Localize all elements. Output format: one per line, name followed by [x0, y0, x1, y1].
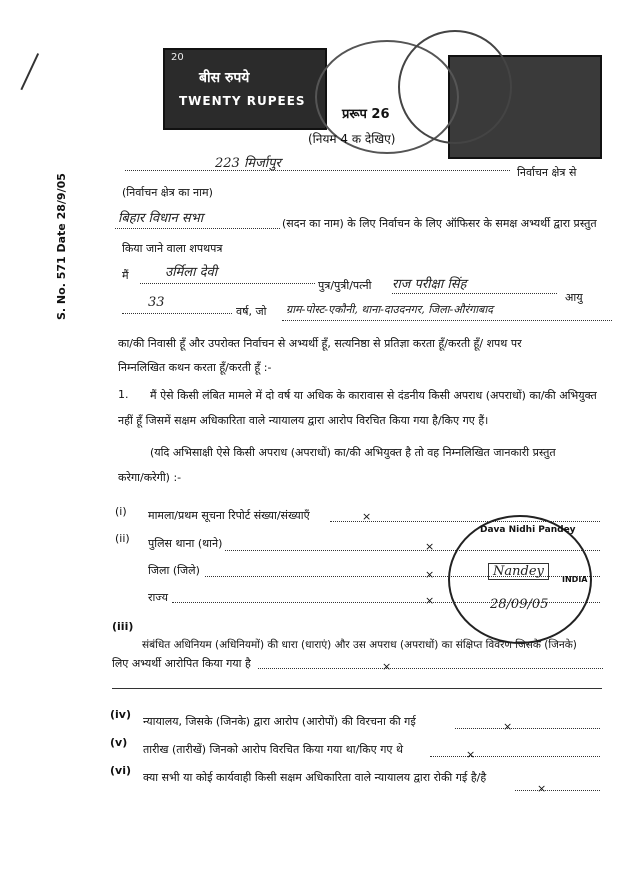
item-iv-mark: × — [503, 720, 513, 733]
item-iii-line-a: संबंधित अधिनियम (अधिनियमों) की धारा (धाराएं) और उस अपराध (अपराधों) का संक्षिप्त विवरण जिसके (जिनके) — [142, 639, 577, 651]
item-iii-line-b: लिए अभ्यर्थी आरोपित किया गया है — [112, 657, 251, 670]
para-1-line-a: मैं ऐसे किसी लंबित मामले में दो वर्ष या अधिक के कारावास से दंडनीय किसी अपराध (अपराधों) का/की अभियुक्त — [150, 389, 597, 402]
item-vi-number: (vi) — [110, 764, 131, 777]
para-2-line-a: (यदि अभिसाक्षी ऐसे किसी अपराध (अपराधों) का/की अभियुक्त है तो वह निम्नलिखित जानकारी प्रस्तुत — [150, 446, 556, 459]
item-i-number: (i) — [115, 505, 127, 518]
line-statement: निम्नलिखित कथन करता हूँ/करती हूँ :- — [118, 361, 272, 374]
pen-mark — [20, 53, 53, 97]
notary-seal-top-2 — [398, 30, 512, 144]
para-1-number: 1. — [118, 388, 129, 401]
stamp-paper — [163, 48, 327, 130]
item-v-text: तारीख (तारीखें) जिनको आरोप विरचित किया गया था/किए गए थे — [143, 743, 404, 756]
line-age-label: आयु — [565, 291, 583, 304]
handwritten-address: ग्राम-पोस्ट-एकौनी, थाना-दाउदनगर, जिला-औरंगाबाद — [286, 303, 494, 316]
serial-number: S. No. 571 Date 28/9/05 — [55, 173, 68, 320]
item-ii-state: राज्य — [148, 591, 169, 604]
seal-top-text: Dava Nidhi Pandey — [480, 525, 576, 535]
para-1-line-b: नहीं हूँ जिसमें सक्षम अधिकारिता वाले न्यायालय द्वारा आरोप विरचित किया गया है/किए गए हैं। — [118, 414, 489, 427]
item-i-mark: × — [362, 510, 372, 523]
stamp-value-english: TWENTY RUPEES — [179, 94, 306, 108]
item-ii-district: जिला (जिले) — [148, 564, 200, 577]
line-resident: का/की निवासी हूँ और उपरोक्त निर्वाचन से अभ्यर्थी हूँ, सत्यनिष्ठा से प्रतिज्ञा करता हूँ/करती हूँ/ शपथ पर — [118, 337, 522, 350]
item-ii-number: (ii) — [115, 532, 130, 545]
handwritten-relation: राज परीक्षा सिंह — [392, 277, 467, 292]
item-vi-text: क्या सभी या कोई कार्यवाही किसी सक्षम अधिकारिता वाले न्यायालय द्वारा रोकी गई है/है — [143, 771, 487, 784]
line-relation-label: पुत्र/पुत्री/पत्नी — [318, 279, 372, 292]
item-ii-state-mark: × — [425, 594, 435, 607]
line-affidavit: किया जाने वाला शपथपत्र — [122, 242, 223, 255]
item-ii-district-mark: × — [425, 568, 435, 581]
item-ii-text: पुलिस थाना (थाने) — [148, 537, 223, 550]
stamp-value-hindi: बीस रुपये — [199, 70, 250, 86]
line-years: वर्ष, जो — [236, 305, 267, 318]
item-v-mark: × — [466, 748, 476, 761]
line-name-prefix: मैं — [122, 269, 129, 282]
handwritten-name: उर्मिला देवी — [165, 265, 218, 280]
form-number: प्ररूप 26 — [342, 107, 390, 122]
seal-signature: Nandey — [488, 563, 549, 580]
item-iv-text: न्यायालय, जिसके (जिनके) द्वारा आरोप (आरोपों) की विरचना की गई — [143, 715, 416, 728]
form-subtitle: (नियम 4 क देखिए) — [308, 132, 396, 146]
stamp-corner-value: 20 — [171, 52, 184, 63]
line-house: (सदन का नाम) के लिए निर्वाचन के लिए ऑफिसर के समक्ष अभ्यर्थी द्वारा प्रस्तुत — [282, 217, 597, 230]
constituency-name-caption: (निर्वाचन क्षेत्र का नाम) — [122, 186, 213, 199]
para-2-line-b: करेगा/करेगी) :- — [118, 471, 182, 484]
item-v-number: (v) — [110, 736, 128, 749]
item-vi-mark: × — [537, 782, 547, 795]
item-iv-number: (iv) — [110, 708, 131, 721]
item-iii-number: (iii) — [112, 620, 134, 633]
handwritten-constituency: 223 मिर्जापुर — [215, 156, 281, 171]
item-ii-mark: × — [425, 540, 435, 553]
notary-seal — [448, 515, 592, 644]
item-iii-mark: × — [382, 660, 392, 673]
handwritten-house: बिहार विधान सभा — [118, 211, 204, 226]
handwritten-age: 33 — [148, 295, 165, 310]
constituency-label: निर्वाचन क्षेत्र से — [517, 166, 577, 179]
seal-country: INDIA — [562, 575, 588, 584]
item-i-text: मामला/प्रथम सूचना रिपोर्ट संख्या/संख्याएँ — [148, 509, 310, 522]
seal-date: 28/09/05 — [490, 597, 549, 612]
